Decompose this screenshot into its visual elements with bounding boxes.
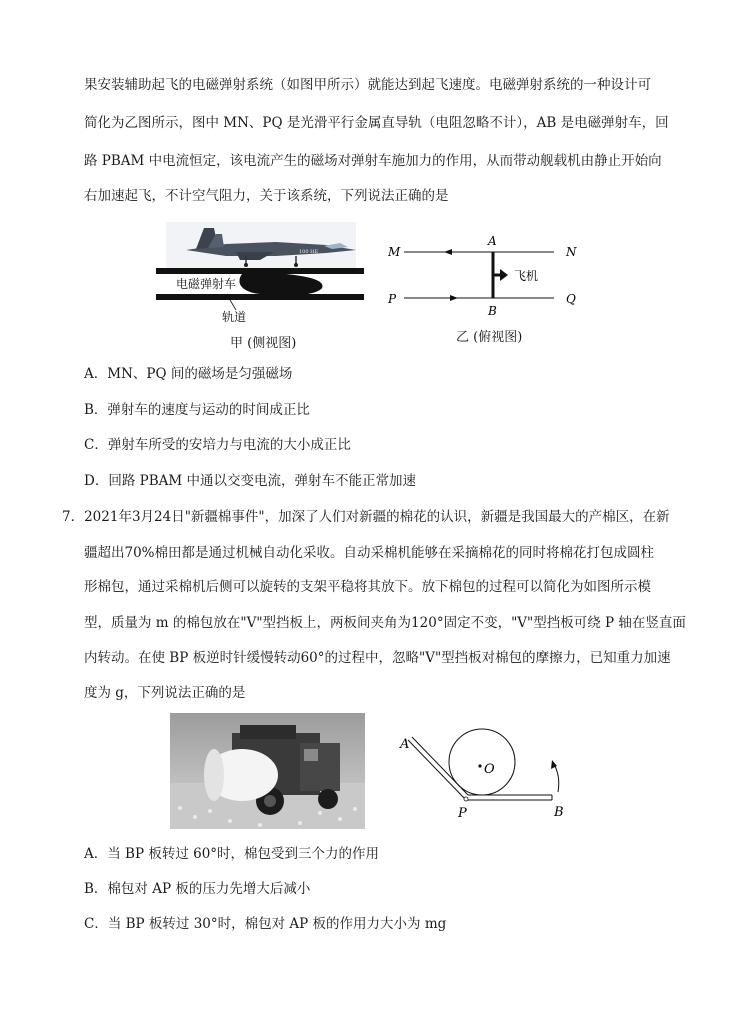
figure-jia-caption: 甲 (侧视图)	[230, 336, 297, 351]
q6-option-a: A．MN、PQ 间的磁场是匀强磁场	[84, 366, 293, 382]
rail-bottom	[156, 294, 364, 300]
q6-option-b: B．弹射车的速度与运动的时间成正比	[84, 402, 310, 418]
cotton-bale-circle	[449, 729, 515, 795]
q6-stem-line-3: 路 PBAM 中电流恒定，该电流产生的磁场对弹射车施加力的作用，从而带动舰载机由静止开始向	[84, 153, 662, 169]
jet-tail-number: 100 HE	[299, 249, 319, 255]
q7-option-b: B．棉包对 AP 板的压力先增大后减小	[84, 881, 311, 897]
label-b: B	[488, 304, 497, 318]
current-arrow-mn	[444, 249, 452, 255]
track-label: 轨道	[222, 310, 247, 324]
figure-yi-drawing	[384, 232, 584, 322]
q6-option-c: C．弹射车所受的安培力与电流的大小成正比	[84, 437, 351, 453]
figure-jia-side-view	[156, 222, 366, 342]
q7-option-a: A．当 BP 板转过 60°时，棉包受到三个力的作用	[84, 846, 380, 862]
q7-option-c: C．当 BP 板转过 30°时，棉包对 AP 板的作用力大小为 mg	[84, 916, 447, 932]
rotation-arc	[554, 764, 559, 792]
catapult-car-shape	[239, 274, 322, 296]
label-plane: 飞机	[514, 269, 539, 283]
label-o-model: O	[484, 762, 495, 777]
q7-stem-line-1: 7．2021年3月24日"新疆棉事件"，加深了人们对新疆的棉花的认识，新疆是我国最大的产棉区，在新	[62, 509, 670, 525]
q6-stem-line-2: 简化为乙图所示，图中 MN、PQ 是光滑平行金属直导轨（电阻忽略不计），AB 是电磁弹射车，回	[84, 115, 669, 131]
label-p: P	[388, 292, 397, 306]
center-point-o	[478, 764, 481, 767]
track-leader-line	[230, 300, 236, 310]
q7-stem-line-6: 度为 g，下列说法正确的是	[84, 685, 246, 701]
current-arrow-pq	[450, 295, 458, 301]
label-m: M	[388, 245, 401, 259]
label-q: Q	[566, 292, 576, 306]
figure-jia-drawing	[156, 222, 366, 342]
q6-stem-line-1: 果安装辅助起飞的电磁弹射系统（如图甲所示）就能达到起飞速度。电磁弹射系统的一种设计可	[84, 77, 651, 93]
label-a-model: A	[400, 737, 410, 752]
catapult-car-label: 电磁弹射车	[176, 277, 237, 291]
figure-yi-caption: 乙 (俯视图)	[456, 330, 523, 345]
label-a: A	[488, 234, 497, 248]
q6-option-d: D．回路 PBAM 中通以交变电流，弹射车不能正常加速	[84, 473, 416, 489]
label-p-model: P	[458, 806, 467, 821]
figure-v-board-model	[392, 720, 592, 830]
q7-stem-line-4: 型，质量为 m 的棉包放在"V"型挡板上，两板间夹角为120°固定不变，"V"型挡板可绕 P 轴在竖直面	[84, 615, 686, 631]
q7-stem-line-3: 形棉包，通过采棉机后侧可以旋转的支架平稳将其放下。放下棉包的过程可以简化为如图所示模	[84, 579, 651, 595]
q7-stem-line-5: 内转动。在使 BP 板逆时针缓慢转动60°的过程中，忽略"V"型挡板对棉包的摩擦力，已知重力加速	[84, 650, 671, 666]
q6-stem-line-4: 右加速起飞，不计空气阻力，关于该系统，下列说法正确的是	[84, 188, 449, 204]
rail-top	[156, 268, 364, 274]
q7-stem-line-2: 疆超出70%棉田都是通过机械自动化采收。自动采棉机能够在采摘棉花的同时将棉花打包成圆柱	[84, 545, 655, 561]
v-board-drawing	[392, 720, 592, 830]
plane-force-arrow-head	[500, 269, 508, 281]
label-n: N	[566, 245, 577, 259]
figure-yi-top-view	[384, 232, 584, 322]
board-ap-outer	[408, 740, 466, 800]
cotton-picker-photo	[170, 713, 365, 829]
pivot-p	[464, 797, 468, 801]
label-b-model: B	[554, 805, 564, 820]
cotton-picker-drawing	[170, 713, 365, 829]
